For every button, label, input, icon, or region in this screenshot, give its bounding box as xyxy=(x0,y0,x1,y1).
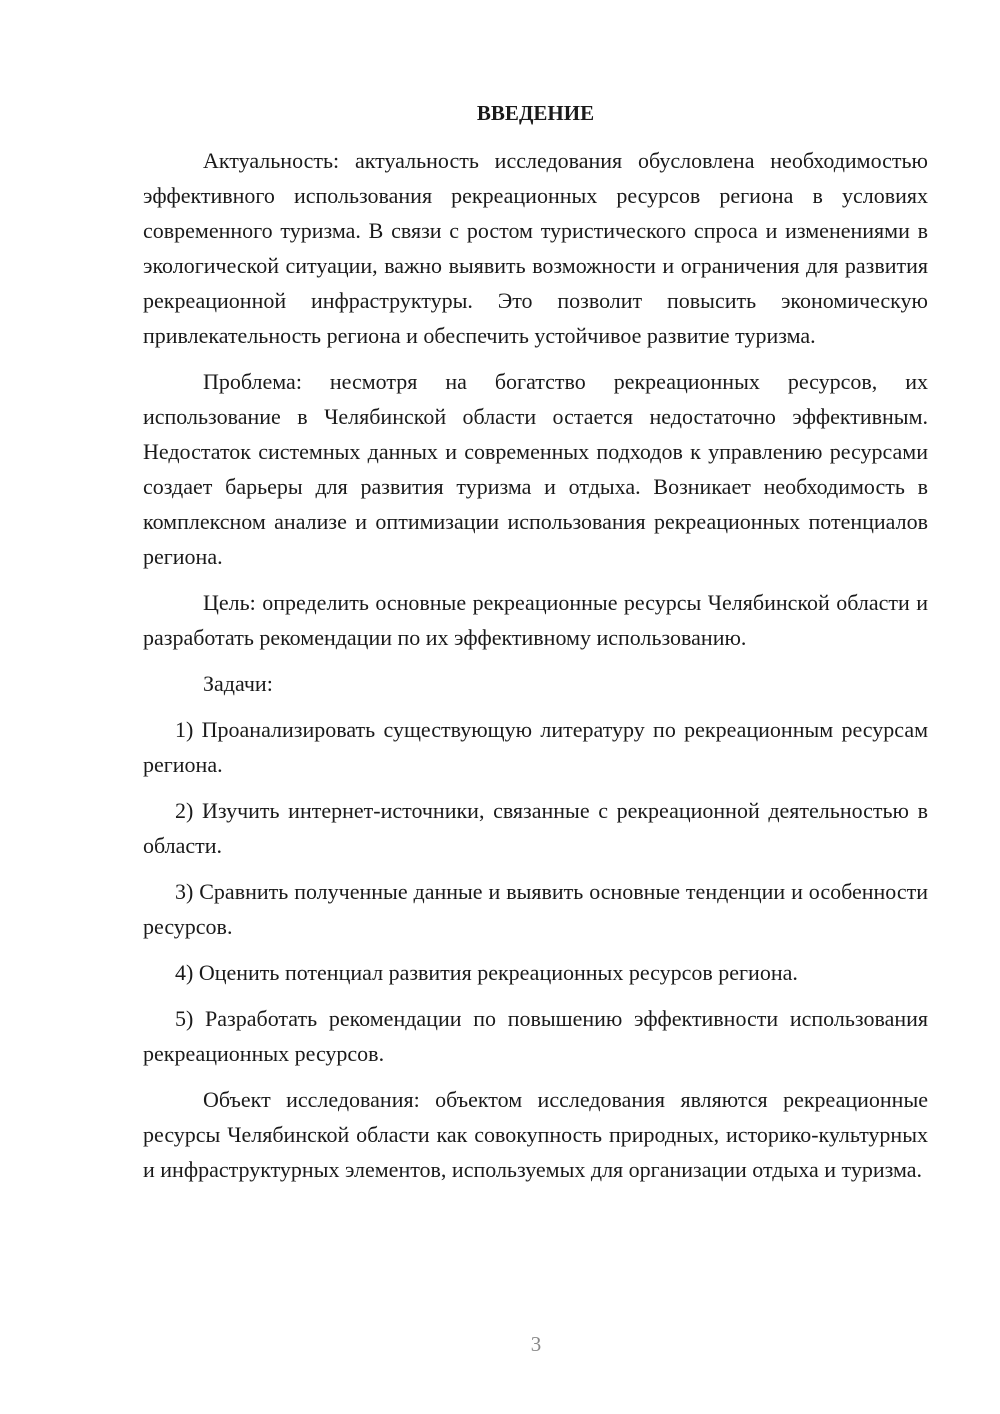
paragraph-object: Объект исследования: объектом исследования являются рекреационные ресурсы Челябинской области как совокупность природных, историко-культурных и инфраструктурных элементов, используемых для организации отдыха и туризма. xyxy=(143,1087,928,1182)
task-item-5: 5) Разработать рекомендации по повышению эффективности использования рекреационных ресурсов. xyxy=(143,1006,928,1066)
section-heading: ВВЕДЕНИЕ xyxy=(476,101,595,125)
task-item-1: 1) Проанализировать существующую литературу по рекреационным ресурсам региона. xyxy=(143,717,928,777)
paragraph-problem: Проблема: несмотря на богатство рекреационных ресурсов, их использование в Челябинской области остается недостаточно эффективным. Недостаток системных данных и современных подходов к управлению ресурсами создает барьеры для развития туризма и отдыха. Возникает необходимость в комплексном анализе и оптимизации использования рекреационных потенциалов региона. xyxy=(143,369,928,569)
paragraph-relevance: Актуальность: актуальность исследования обусловлена необходимостью эффективного использования рекреационных ресурсов региона в условиях современного туризма. В связи с ростом туристического спроса и изменениями в экологической ситуации, важно выявить возможности и ограничения для развития рекреационной инфраструктуры. Это позволит повысить экономическую привлекательность региона и обеспечить устойчивое развитие туризма. xyxy=(143,148,928,348)
task-item-3: 3) Сравнить полученные данные и выявить основные тенденции и особенности ресурсов. xyxy=(143,879,928,939)
task-item-4: 4) Оценить потенциал развития рекреационных ресурсов региона. xyxy=(175,960,798,985)
paragraph-goal: Цель: определить основные рекреационные ресурсы Челябинской области и разработать рекомендации по их эффективному использованию. xyxy=(143,590,928,650)
tasks-label: Задачи: xyxy=(203,671,273,696)
task-item-2: 2) Изучить интернет-источники, связанные с рекреационной деятельностью в области. xyxy=(143,798,928,858)
page-number: 3 xyxy=(530,1332,542,1356)
document-page xyxy=(143,96,928,1198)
